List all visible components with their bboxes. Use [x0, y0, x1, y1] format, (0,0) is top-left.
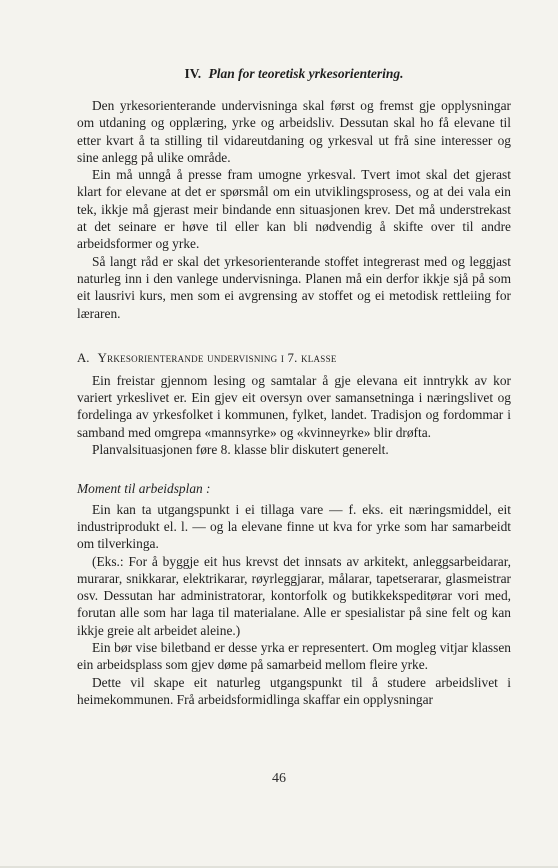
page-text-block: [77, 65, 511, 708]
section-paragraph: Planvalsituasjonen føre 8. klasse blir diskutert generelt.: [92, 442, 389, 458]
moment-paragraph: Dette vil skape eit naturleg utgangspunkt til å studere arbeidslivet i heimekommunen. Frå arbeidsformidlinga skaffar ein opplysningar: [77, 674, 511, 707]
section-heading-text: Yrkesorienterande undervisning i 7. klasse: [97, 350, 337, 365]
intro-paragraph: Ein må unngå å presse fram umogne yrkesval. Tvert imot skal det gjerast klart for elevane at det er spørsmål om ein utviklingsprosess, og at dei vala ein tek, ikkje må gjerast meir bindande enn situasjonen krev. Det må understrekast at det seinare er høve til eller kan bli nødvendig å skifte over til andre arbeidsformer og yrke.: [77, 167, 511, 252]
chapter-number: IV.: [184, 66, 202, 81]
moment-paragraph: Ein bør vise biletband er desse yrka er representert. Om mogleg vitjar klassen ein arbeidsplass som gjev døme på samarbeid mellom fleire yrke.: [77, 640, 511, 673]
chapter-title: [77, 65, 511, 82]
section-paragraph: Ein freistar gjennom lesing og samtalar å gje elevana eit inntrykk av kor variert yrkeslivet er. Ein gjev eit oversyn over samansetninga i næringslivet og fordelinga av yrkesfolket i kommunen, fylket, landet. Tradisjon og fordommar i samband med omgrepa «mannsyrke» og «kvinneyrke» blir drøfta.: [77, 372, 511, 440]
moment-title: Moment til arbeidsplan :: [77, 481, 211, 497]
section-letter: A.: [77, 350, 90, 365]
page-number: 46: [272, 771, 286, 786]
intro-paragraph: Den yrkesorienterande undervisninga skal først og fremst gje opplysningar om utdaning og opplæring, yrke og arbeidsliv. Dessutan skal ho få elevane til etter kvart å ta stilling til vidareutdaning og yrkesval ut frå sine interesser og sine anlegg på ulike område.: [77, 98, 511, 165]
intro-paragraph: Så langt råd er skal det yrkesorienterande stoffet integrerast med og leggjast naturleg inn i den vanlege undervisninga. Planen må ein derfor ikkje sjå på som eit lausrivi kurs, men som ei avgrensing av stoffet og ei metodisk rettleiing for læraren.: [77, 253, 511, 321]
moment-paragraph: (Eks.: For å byggje eit hus krevst det innsats av arkitekt, anleggsarbeidarar, murarar, snikkarar, elektrikarar, røyrleggjarar, målarar, tapetserarar, glasmeistrar osv. Dessutan har administratorar, kontorfolk og butikkekspeditørar vori med, forutan alle som har laga til materialane. Alle er spesialistar på sine felt og kan ikkje greie alt arbeidet aleine.): [77, 553, 511, 638]
section-a-heading: [77, 350, 511, 367]
moment-paragraph: Ein kan ta utgangspunkt i ei tillaga vare — f. eks. eit næringsmiddel, eit industriprodukt el. l. — og la elevane finne ut kva for yrke som har samarbeidt om tilverkinga.: [77, 501, 511, 552]
chapter-title-text: Plan for teoretisk yrkesorientering.: [208, 66, 404, 81]
